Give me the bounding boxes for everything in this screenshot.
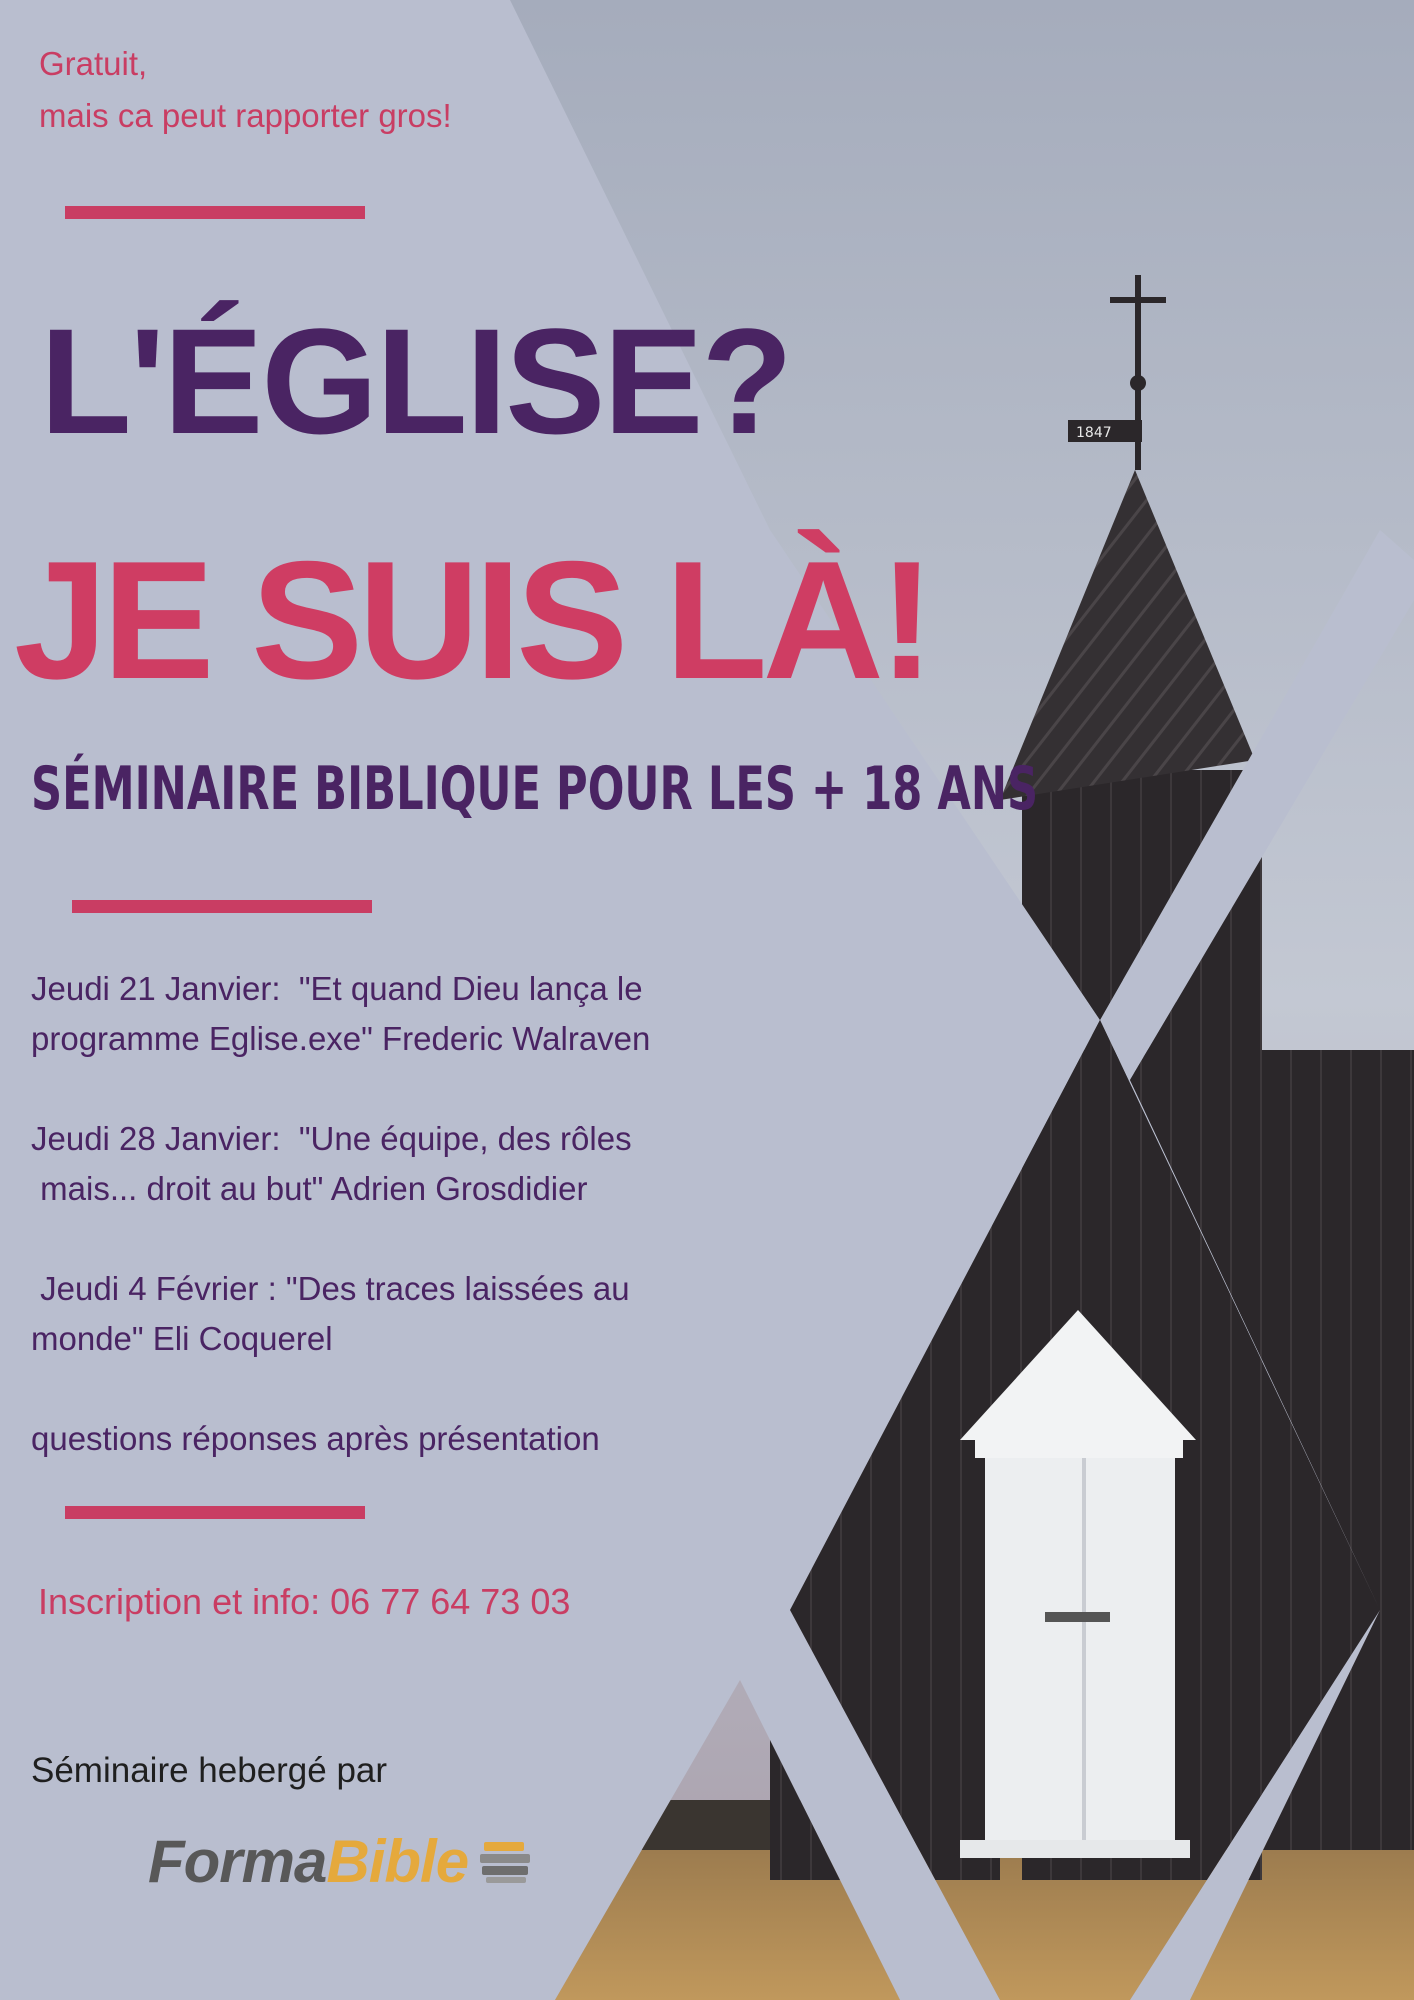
accent-divider-2	[72, 900, 372, 913]
logo-text-forma: Forma	[148, 1827, 327, 1895]
qa-note: questions réponses après présentation	[31, 1420, 600, 1457]
tagline-line-2: mais ca peut rapporter gros!	[39, 97, 452, 134]
weathervane-year: 1847	[1076, 425, 1112, 441]
headline: JE SUIS LÀ!	[14, 526, 930, 714]
accent-divider-1	[65, 206, 365, 219]
page-title: L'ÉGLISE?	[40, 297, 792, 465]
logo-text-bible: Bible	[326, 1827, 469, 1895]
session-1: Jeudi 21 Janvier: "Et quand Dieu lança le programme Eglise.exe" Frederic Walraven	[31, 970, 651, 1057]
accent-divider-3	[65, 1506, 365, 1519]
seminar-subtitle: SÉMINAIRE BIBLIQUE POUR LES + 18 ANS	[31, 754, 1039, 824]
contact-info: Inscription et info: 06 77 64 73 03	[38, 1581, 571, 1622]
formabible-logo	[148, 1826, 534, 1896]
tagline-line-1: Gratuit,	[39, 45, 148, 82]
hosted-by: Séminaire hebergé par	[31, 1751, 388, 1790]
books-icon	[478, 1838, 534, 1884]
session-2: Jeudi 28 Janvier: "Une équipe, des rôles mais... droit au but" Adrien Grosdidier	[31, 1120, 632, 1207]
tagline	[39, 38, 452, 142]
session-3: Jeudi 4 Février : "Des traces laissées au monde" Eli Coquerel	[31, 1270, 630, 1357]
